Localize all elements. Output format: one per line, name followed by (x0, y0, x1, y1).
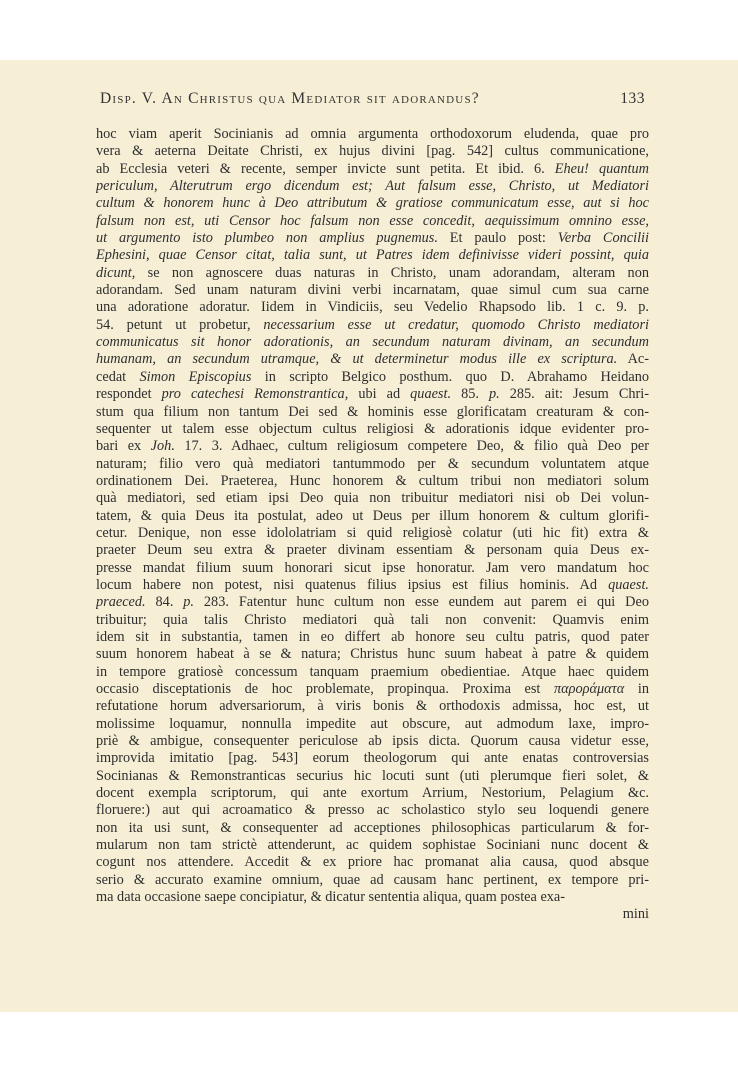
roman-text: quà mediatori, sed etiam ipsi Deo quia non tribuitur mediatori nisi ob Dei volun- (96, 490, 649, 507)
italic-text: humanam, an secundum utramque, & ut determinetur modus ille ex scriptura. (96, 351, 618, 368)
roman-text: cetur. Denique, non esse idololatriam si quid religiosè colatur (uti hic fit) extra & (96, 524, 649, 541)
italic-text: necessarium esse ut credatur, quomodo Christo mediatori (263, 316, 649, 333)
roman-text: locum habere non potest, nisi quatenus filius ipsius est filius hominis. Ad (96, 576, 609, 593)
text-line (96, 247, 649, 264)
text-line (96, 299, 649, 316)
roman-text: 54. petunt ut probetur, (96, 316, 264, 333)
text-line (96, 664, 649, 681)
text-line (96, 456, 649, 473)
page-sheet (0, 60, 738, 1012)
roman-text: suum honorem habeat à se & natura; Christus hunc suum habeat à patre & quidem (96, 646, 649, 663)
roman-text: cedat (96, 368, 140, 385)
text-line (96, 872, 649, 889)
text-line (96, 438, 649, 455)
roman-text: ubi ad (348, 386, 411, 403)
roman-text: Socinianas & Remonstranticas securius hic locuti sunt (uti plerumque fieri solet, & (96, 767, 649, 784)
text-line (96, 768, 649, 785)
text-line (96, 351, 649, 368)
roman-text: stum qua filium non tantum Dei sed & hominis esse glorificatam creaturam & con- (96, 403, 649, 420)
text-line (96, 629, 649, 646)
text-line (96, 525, 649, 542)
roman-text: bari ex (96, 438, 151, 455)
page-number: 133 (620, 90, 645, 107)
italic-text: falsum non est, uti Censor hoc falsum non esse concedit, aequissimum omnino esse, (96, 212, 649, 229)
text-line (96, 594, 649, 611)
text-line (96, 473, 649, 490)
roman-text: cogunt nos attendere. Accedit & ex priore hac promanat alia causa, quod absque (96, 854, 649, 871)
text-line (96, 143, 649, 160)
italic-text: Eheu! quantum (554, 160, 649, 177)
italic-text: periculum, Alterutrum ergo dicendum est; Aut falsum esse, Christo, ut Mediatori (96, 178, 649, 195)
text-line (96, 785, 649, 802)
text-line (96, 854, 649, 871)
text-line (96, 889, 649, 906)
roman-text: in (624, 681, 649, 697)
text-line (96, 490, 649, 507)
italic-text: pro catechesi Remonstrantica, (161, 386, 349, 403)
italic-text: quaest. (410, 386, 452, 403)
roman-text: vera & aeterna Deitate Christi, ex hujus divini [pag. 542] cultus communicatione, (96, 143, 649, 160)
roman-text: idem sit in substantia, tamen in eo differt ab honore seu cultu patris, quod pater (96, 628, 649, 645)
roman-text: hoc viam aperit Socinianis ad omnia argumenta orthodoxorum eludenda, quae pro (96, 126, 649, 142)
text-line (96, 369, 649, 386)
italic-text: Simon Episcopius (139, 368, 252, 385)
catchword: mini (622, 906, 649, 923)
roman-text: naturam; filio vero quà mediatori tantummodo per & secundum voluntatem atque (96, 455, 649, 472)
italic-text: quaest. (608, 576, 649, 593)
roman-text: occasio disceptationis de hoc problemate, propinqua. Proxima est (96, 681, 554, 697)
running-head (100, 90, 645, 108)
roman-text: 285. ait: Jesum Chri- (499, 386, 649, 403)
text-line (96, 161, 649, 178)
roman-text: una adoratione adoratur. Iidem in Vindiciis, seu Vedelio Rhapsodo lib. 1 c. 9. p. (96, 299, 649, 316)
roman-text: priè & ambigue, consequenter periculose ab ipsis dicta. Quorum causa videtur esse, (96, 733, 649, 750)
roman-text: Et paulo post: (437, 230, 558, 247)
text-line (96, 178, 649, 195)
body-text (96, 126, 649, 924)
text-line (96, 213, 649, 230)
text-line (96, 508, 649, 525)
italic-text: p. (183, 594, 195, 611)
roman-text: non ita usi sunt, & consequenter ad acceptiones philosophicas particularum & for- (96, 819, 649, 836)
text-line (96, 577, 649, 594)
text-line (96, 698, 649, 715)
text-line (96, 317, 649, 334)
text-line (96, 681, 649, 698)
text-line (96, 230, 649, 247)
text-line (96, 421, 649, 438)
roman-text: 85. (451, 386, 489, 403)
roman-text: 283. Fatentur hunc cultum non esse eundem aut parem ei qui Deo (194, 594, 649, 611)
text-line (96, 265, 649, 282)
roman-text: praeter Deum seu extra & praeter divinam essentiam & personam quia Deus ex- (96, 542, 649, 559)
roman-text: tatem, & quia Deus ita postulat, adeo ut Deus per illum honorem & cultum glorifi- (96, 507, 649, 524)
text-line (96, 716, 649, 733)
roman-text: sequenter ut talem esse objectum cultus religiosi & adorationis idque evidenter pro- (96, 420, 649, 437)
roman-text: 84. (145, 594, 184, 611)
italic-text: cultum & honorem hunc à Deo attributum & gratiose communicatum esse, aut si hoc (96, 195, 649, 212)
roman-text: in tempore gratiosè concessum tanquam praemium obedientiae. Atque haec quidem (96, 663, 649, 680)
roman-text: ab Ecclesia veteri & recente, semper invicte sunt petita. Et ibid. 6. (96, 160, 555, 177)
roman-text: adorandam. Sed unam naturam divini verbi incarnatam, quae simul cum sua carne (96, 282, 649, 299)
roman-text: respondet (96, 386, 162, 403)
text-line (96, 802, 649, 819)
roman-text: ma data occasione saepe concipiatur, & dicatur sententia aliqua, quam postea exa- (96, 889, 566, 906)
italic-text: παροράματα (553, 681, 625, 697)
running-title: Disp. V. An Christus qua Mediator sit adorandus? (100, 90, 480, 107)
italic-text: ut argumento isto plumbeo non amplius pugnemus. (96, 230, 438, 247)
roman-text: floruere:) aut qui acroamatico & presso ac scholastico stylo seu loquendi genere (96, 802, 649, 819)
roman-text: in scripto Belgico posthum. quo D. Abrahamo Heidano (251, 368, 649, 385)
italic-text: p. (488, 386, 500, 403)
italic-text: Verba Concilii (557, 230, 649, 247)
text-line (96, 612, 649, 629)
roman-text: improvida imitatio [pag. 543] eorum theologorum qui ante enatas controversias (96, 750, 649, 767)
text-line (96, 750, 649, 767)
italic-text: Ephesini, quae Censor citat, talia sunt, ut Patres idem definivisse videri possint, quia (96, 247, 649, 264)
italic-text: praeced. (96, 594, 146, 611)
italic-text: communicatus sit honor adorationis, an secundum naturam divinam, an secundum (96, 334, 649, 351)
text-line (96, 542, 649, 559)
roman-text: refutatione horum adversariorum, à viris bonis & orthodoxis admissa, hoc est, ut (96, 698, 649, 715)
roman-text: Ac- (617, 351, 649, 368)
text-line (96, 334, 649, 351)
roman-text: ordinationem Dei. Praeterea, Hunc honorem & cultum tribui non mediatori solum (96, 472, 649, 489)
text-line (96, 820, 649, 837)
roman-text: se non agnoscere duas naturas in Christo, unam adorandam, alteram non (135, 264, 649, 281)
roman-text: serio & accurato examine omnium, quae ad causam hanc pertinent, ex tempore pri- (96, 871, 649, 888)
roman-text: tribuitur; quia talis Christo mediatori quà tali non convenit: Quamvis enim (96, 611, 649, 628)
roman-text: mularum non tam strictè attenderunt, ac quidem sophistae Sociniani nunc docent & (96, 837, 649, 854)
text-line (96, 195, 649, 212)
italic-text: dicunt, (96, 264, 136, 281)
text-line (96, 646, 649, 663)
roman-text: docent exempla scriptorum, qui ante exortum Arrium, Nestorium, Pelagium &c. (96, 785, 649, 802)
italic-text: Joh. (150, 438, 175, 455)
text-line (96, 837, 649, 854)
text-line (96, 126, 649, 143)
text-line (96, 386, 649, 403)
roman-text: molissime loquamur, nonnulla impedite aut obscure, aut admodum laxe, impro- (96, 715, 649, 732)
roman-text: presse mandat filium suum honorari sicut ipse honoratur. Jam vero mandatum hoc (96, 559, 649, 576)
text-line (96, 404, 649, 421)
text-line (96, 733, 649, 750)
text-line (96, 560, 649, 577)
text-line (96, 282, 649, 299)
roman-text: 17. 3. Adhaec, cultum religiosum competere Deo, & filio quà Deo per (174, 438, 649, 455)
